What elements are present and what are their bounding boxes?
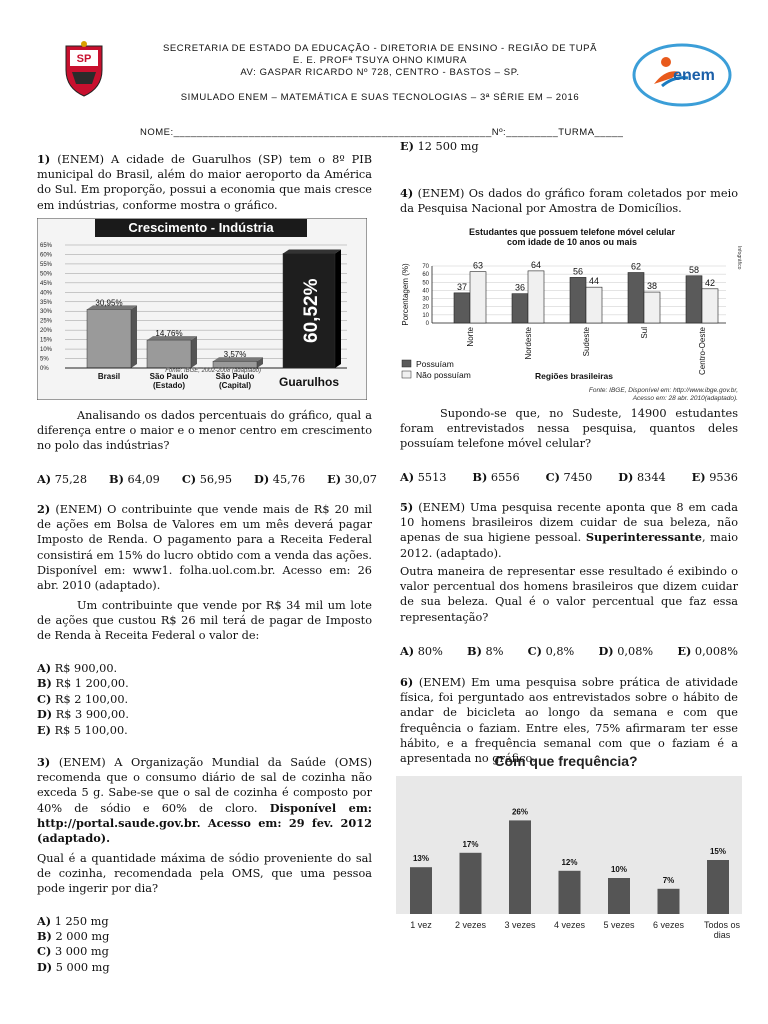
q3-question: Qual é a quantidade máxima de sódio proveniente do sal de cozinha, recomendada pela OMS, que uma pessoa pode ingerir por dia? — [37, 852, 372, 896]
chart3-xtick: dias — [713, 930, 731, 940]
q1-options — [37, 472, 377, 486]
q5-option-d[interactable]: D) 0,08% — [598, 644, 654, 658]
q3-number: 3) — [37, 755, 51, 769]
q2-option-a[interactable]: A) R$ 900,00. — [37, 661, 118, 675]
chart3-data-label: 13% — [412, 854, 430, 864]
chart2-data-label: 36 — [514, 282, 526, 293]
q5-text — [400, 500, 738, 561]
chart2-data-label: 38 — [646, 281, 658, 292]
chart3-bar — [658, 889, 680, 914]
chart1-bar-top — [283, 249, 341, 253]
chart2-data-label: 37 — [456, 281, 468, 292]
q4-statement: (ENEM) Os dados do gráfico foram coletados por meio da Pesquisa Nacional por Amostra de Domicílios. — [400, 187, 738, 216]
chart2-data-label: 44 — [588, 276, 600, 287]
chart2-xlabel: Regiões brasileiras — [535, 371, 613, 381]
chart2-source: Fonte: IBGE, Disponível em: http://www.ibge.gov.br, — [588, 387, 738, 394]
q1-option-c[interactable]: C) 56,95 — [181, 472, 233, 486]
chart3-bar — [559, 871, 581, 914]
q5-option-a[interactable]: A) 80% — [400, 644, 443, 658]
q1-statement: (ENEM) A cidade de Guarulhos (SP) tem o 8º PIB municipal do Brasil, além do maior aeroporto da América do Sul. Em proporção, possui a economia que mais cresce em indústrias, conforme mostra o gráfico. — [37, 153, 373, 212]
chart2-ytick: 10 — [422, 312, 429, 319]
chart1-title: Crescimento - Indústria — [128, 220, 274, 235]
q3-statement: (ENEM) A Organização Mundial da Saúde (OMS) recomenda que o consumo diário de sal de cozinha não exceda 5 g. Sabe-se que o sal de cozinha é composto por 40% de sódio e 60% de cloro. — [37, 756, 372, 815]
chart1-xtick: Guarulhos — [278, 375, 340, 389]
chart1-ytick: 0% — [40, 366, 49, 372]
chart1-data-label: 60,52% — [301, 278, 322, 343]
q5-number: 5) — [400, 500, 414, 514]
chart3-data-label: 7% — [662, 875, 675, 885]
chart2-bar-nao-possuiam — [586, 287, 602, 323]
q5-source-rest: , maio 2012. (adaptado). — [400, 531, 739, 560]
chart2-ytick: 60 — [422, 272, 429, 279]
chart2-xtick: Norte — [466, 327, 475, 347]
chart3-bar — [410, 867, 432, 914]
chart1-ytick: 65% — [40, 243, 53, 249]
chart3-xtick: Todos os — [703, 920, 741, 930]
chart1-bar — [147, 340, 191, 368]
q2-number: 2) — [37, 502, 51, 516]
q3-option-a[interactable]: A) 1 250 mg — [37, 914, 109, 928]
chart2-xtick: Sudeste — [582, 327, 591, 357]
q2-text — [37, 502, 372, 593]
chart1-ytick: 15% — [40, 337, 53, 344]
chart2-data-label: 63 — [472, 260, 484, 271]
chart1-xtick: Brasil — [97, 372, 121, 381]
q5-option-c[interactable]: C) 0,8% — [527, 644, 575, 658]
chart2-ytick: 50 — [422, 280, 429, 287]
chart1-ytick: 10% — [40, 347, 53, 354]
chart2-bar-nao-possuiam — [644, 292, 660, 323]
chart3-bar — [707, 860, 729, 914]
chart2-legend-swatch-nao-possuiam — [402, 371, 411, 378]
q1-option-e[interactable]: E) 30,07 — [327, 472, 377, 486]
chart1-xtick: (Estado) — [153, 381, 185, 390]
chart2-bar-nao-possuiam — [702, 289, 718, 323]
q3-option-d[interactable]: D) 5 000 mg — [37, 959, 110, 974]
chart2-ytick: 0 — [425, 321, 429, 327]
chart1-bar — [213, 361, 257, 368]
chart1-bar-side — [335, 249, 341, 368]
q4-option-c[interactable]: C) 7450 — [545, 470, 593, 484]
chart2-xtick: Sul — [640, 327, 649, 339]
q2-option-e[interactable]: E) R$ 5 100,00. — [37, 722, 128, 737]
q2-option-d[interactable]: D) R$ 3 900,00. — [37, 707, 129, 722]
chart1-ytick: 60% — [40, 252, 53, 259]
chart2-data-label: 58 — [688, 264, 700, 275]
chart1-ytick: 20% — [40, 328, 53, 335]
q4-number: 4) — [400, 186, 414, 200]
chart2-bar-possuiam — [686, 276, 702, 323]
chart2-bar-possuiam — [512, 294, 528, 323]
chart2-ytick: 20 — [422, 304, 429, 311]
chart1-ytick: 45% — [40, 280, 53, 287]
chart-celular-regioes — [396, 226, 742, 402]
chart1-data-label: 14,76% — [155, 329, 183, 339]
chart1-ytick: 40% — [40, 290, 53, 297]
chart2-legend-possuiam: Possuíam — [416, 359, 454, 369]
chart2-data-label: 64 — [530, 259, 542, 270]
chart3-xtick: 3 vezes — [504, 920, 536, 930]
chart1-ytick: 25% — [40, 318, 53, 325]
q5-options — [400, 644, 738, 658]
header-line-4: SIMULADO ENEM – MATEMÁTICA E SUAS TECNOLOGIAS – 3ª SÉRIE EM – 2016 — [180, 92, 580, 103]
q5-option-e[interactable]: E) 0,008% — [677, 644, 738, 658]
chart1-ytick: 30% — [40, 309, 53, 316]
q5-source-bold: Superinteressante — [585, 530, 702, 545]
chart1-ytick: 35% — [40, 299, 53, 306]
q1-option-a[interactable]: A) 75,28 — [37, 472, 88, 486]
chart2-bar-possuiam — [454, 293, 470, 323]
q1-option-d[interactable]: D) 45,76 — [254, 472, 306, 486]
q2-option-c[interactable]: C) R$ 2 100,00. — [37, 691, 129, 706]
chart2-data-label: 42 — [704, 277, 716, 288]
chart2-bar-nao-possuiam — [470, 272, 486, 323]
chart3-xtick: 5 vezes — [603, 920, 635, 930]
chart2-data-label: 56 — [572, 266, 584, 277]
q3-option-c[interactable]: C) 3 000 mg — [37, 944, 109, 959]
header-line-3: AV: GASPAR RICARDO Nº 728, CENTRO - BASTOS – SP. — [240, 67, 520, 78]
q4-option-b[interactable]: B) 6556 — [472, 470, 520, 484]
q6-statement: (ENEM) Em uma pesquisa sobre prática de atividade física, foi perguntado aos entrevistados sobre o hábito de andar de bicicleta ao longo da semana e com que frequência o faziam. Entre eles, 75% afirmaram ter esse hábito, e a frequência semanal com que o faziam é a apresentada no gráfico. — [400, 676, 738, 766]
chart2-data-label: 62 — [630, 261, 642, 272]
chart1-xtick: São Paulo — [149, 372, 189, 381]
chart3-data-label: 12% — [561, 857, 578, 867]
chart3-bar — [608, 878, 630, 914]
chart1-ytick: 50% — [40, 271, 53, 278]
chart3-data-label: 26% — [511, 807, 529, 817]
chart1-bar-side — [191, 336, 197, 368]
q3-options — [37, 914, 110, 975]
chart1-xtick: (Capital) — [219, 381, 251, 390]
enem-logo — [632, 42, 734, 108]
q2-option-b[interactable]: B) R$ 1 200,00. — [37, 676, 129, 691]
q4-options — [400, 470, 738, 484]
q3-option-b[interactable]: B) 2 000 mg — [37, 929, 110, 944]
chart2-title: com idade de 10 anos ou mais — [506, 237, 638, 247]
chart2-legend-nao-possuiam: Não possuíam — [416, 370, 471, 380]
q1-number: 1) — [37, 152, 51, 166]
chart-frequencia — [396, 750, 742, 946]
chart3-xtick: 4 vezes — [553, 920, 586, 930]
q2-statement: (ENEM) O contribuinte que vende mais de R$ 20 mil de ações em Bolsa de Valores em um mês deverá pagar Imposto de Renda. O pagamento para a Receita Federal consistirá em 15% do lucro obtido com a venda das ações. Disponível em: www1. folha.uol.com.br. Acesso em: 26 abr. 2010 (adaptado). — [37, 503, 373, 593]
q5-question: Outra maneira de representar esse resultado é exibindo o valor percentual dos homens brasileiros que dizem cuidar de sua beleza. Qual é o valor percentual que faz essa representação? — [400, 565, 738, 624]
q2-options — [37, 661, 129, 738]
q3-option-e[interactable]: E) 12 500 mg — [400, 139, 479, 153]
logo-left-text: SP — [76, 53, 92, 65]
chart3-title: Com que frequência? — [494, 753, 638, 769]
chart3-bar — [460, 853, 482, 914]
chart1-data-label: 30,95% — [95, 298, 123, 308]
q6-number: 6) — [400, 675, 414, 689]
sp-emblem-logo — [62, 40, 106, 98]
q3-source: Disponível em: http://portal.saude.gov.br. Acesso em: 29 fev. 2012 (adaptado). — [37, 800, 372, 846]
chart1-ytick: 55% — [40, 261, 53, 268]
chart3-xtick: 6 vezes — [652, 920, 685, 930]
q4-option-a[interactable]: A) 5513 — [400, 470, 447, 484]
name-line[interactable]: NOME:_______________________________________________________Nº:_________TURMA_____ — [140, 127, 624, 138]
chart1-ytick: 5% — [40, 356, 49, 363]
q4-option-d[interactable]: D) 8344 — [618, 470, 666, 484]
chart2-ytick: 30 — [422, 296, 429, 303]
chart1-source: Fonte: IBGE, 2002-2008 (adaptado) — [165, 368, 261, 374]
chart2-ytick: 70 — [422, 264, 429, 270]
q1-question: Analisando os dados percentuais do gráfico, qual a diferença entre o maior e o menor centro em crescimento no polo das indústrias? — [37, 409, 372, 453]
logo-right-text: enem — [673, 67, 715, 84]
q4-text — [400, 186, 738, 216]
chart2-xtick: Nordeste — [524, 327, 533, 360]
chart3-data-label: 15% — [709, 847, 727, 856]
chart1-bar — [87, 309, 131, 368]
q5-option-b[interactable]: B) 8% — [467, 644, 504, 658]
chart2-ytick: 40 — [422, 288, 429, 295]
header-line-2: E. E. PROFª TSUYA OHNO KIMURA — [292, 55, 468, 66]
chart3-data-label: 10% — [610, 865, 628, 874]
chart2-title: Estudantes que possuem telefone móvel celular — [468, 227, 676, 237]
q1-option-b[interactable]: B) 64,09 — [109, 472, 160, 486]
chart2-bar-nao-possuiam — [528, 271, 544, 323]
q1-text — [37, 152, 372, 213]
chart1-bar-side — [131, 305, 137, 368]
chart2-bar-possuiam — [570, 277, 586, 323]
header-line-1: SECRETARIA DE ESTADO DA EDUCAÇÃO - DIRETORIA DE ENSINO - REGIÃO DE TUPÃ — [162, 43, 598, 54]
q2-question: Um contribuinte que vende por R$ 34 mil um lote de ações que custou R$ 26 mil terá de pagar de Imposto de Renda à Receita Federal o valor de: — [37, 599, 372, 643]
chart3-xtick: 2 vezes — [454, 920, 487, 930]
q4-question: Supondo-se que, no Sudeste, 14900 estudantes foram entrevistados nessa pesquisa, quantos deles possuíam telefone móvel celular? — [400, 407, 738, 451]
chart3-bar — [509, 820, 531, 914]
chart2-legend-swatch-possuiam — [402, 360, 411, 367]
chart1-data-label: 3,57% — [223, 350, 247, 360]
chart2-side-text: Infográfico — [736, 246, 742, 270]
chart-crescimento-industria — [37, 218, 367, 400]
chart3-data-label: 17% — [462, 839, 479, 849]
q5-statement: (ENEM) Uma pesquisa recente aponta que 8 em cada 10 homens brasileiros dizem cuidar de sua beleza, não apenas de sua higiene pessoal. — [400, 501, 739, 545]
chart1-xtick: São Paulo — [215, 372, 255, 381]
q3-text — [37, 755, 372, 846]
chart2-source-2: Acesso em: 28 abr. 2010(adaptado). — [632, 395, 738, 402]
chart2-xtick: Centro-Oeste — [698, 327, 707, 376]
chart2-ylabel: Porcentagem (%) — [401, 263, 410, 326]
chart2-bar-possuiam — [628, 273, 644, 323]
q4-option-e[interactable]: E) 9536 — [691, 470, 738, 484]
chart3-xtick: 1 vez — [410, 920, 432, 930]
